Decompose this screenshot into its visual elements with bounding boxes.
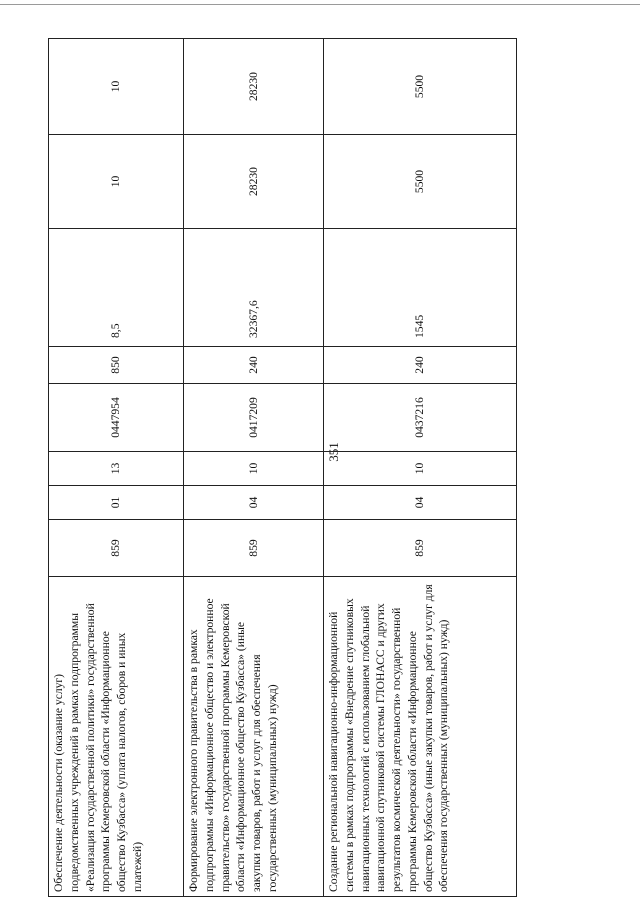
subsection-code: 13 bbox=[49, 452, 184, 486]
amount-year-2: 10 bbox=[49, 135, 184, 229]
table-row bbox=[184, 39, 324, 897]
expense-type-code: 240 bbox=[324, 347, 517, 384]
section-code: 04 bbox=[184, 486, 324, 520]
target-item-code: 0447954 bbox=[49, 384, 184, 452]
amount-year-1: 32367,6 bbox=[184, 229, 324, 347]
table-row bbox=[49, 39, 184, 897]
target-item-code: 0417209 bbox=[184, 384, 324, 452]
page-number-text: 351 bbox=[326, 442, 341, 462]
budget-table bbox=[48, 38, 517, 897]
section-code: 04 bbox=[324, 486, 517, 520]
amount-year-1: 1545 bbox=[324, 229, 517, 347]
amount-year-3: 28230 bbox=[184, 39, 324, 135]
row-description: Формирование электронного правительства в рамках подпрограммы «Информационное общество и электронное правительство» государственной программы Кемеровской области «Информационное общество Кузбасса» (иные закупки товаров, работ и услуг для обеспечения государственных (муниципальных) нужд) bbox=[184, 577, 324, 897]
subsection-code: 10 bbox=[324, 452, 517, 486]
expense-type-code: 850 bbox=[49, 347, 184, 384]
table-wrapper bbox=[48, 39, 516, 897]
expense-type-code: 240 bbox=[184, 347, 324, 384]
subsection-code: 10 bbox=[184, 452, 324, 486]
row-description: Обеспечение деятельности (оказание услуг) подведомственных учреждений в рамках подпрограммы «Реализация государственной политики» государственной программы Кемеровской области «Информационное общество Кузбасса» (уплата налогов, сборов и иных платежей) bbox=[49, 577, 184, 897]
amount-year-3: 5500 bbox=[324, 39, 517, 135]
ministry-code: 859 bbox=[184, 520, 324, 577]
amount-year-3: 10 bbox=[49, 39, 184, 135]
amount-year-1: 8,5 bbox=[49, 229, 184, 347]
row-description: Создание региональной навигационно-информационной системы в рамках подпрограммы «Внедрение спутниковых навигационных технологий с использованием глобальной навигационной спутниковой системы ГЛОНАСС и других результатов космической деятельности» государственной программы Кемеровской области «Информационное общество Кузбасса» (иные закупки товаров, работ и услуг для обеспечения государственных (муниципальных) нужд) bbox=[324, 577, 517, 897]
target-item-code: 0437216 bbox=[324, 384, 517, 452]
scan-edge-line bbox=[0, 4, 640, 5]
ministry-code: 859 bbox=[324, 520, 517, 577]
ministry-code: 859 bbox=[49, 520, 184, 577]
amount-year-2: 5500 bbox=[324, 135, 517, 229]
section-code: 01 bbox=[49, 486, 184, 520]
amount-year-2: 28230 bbox=[184, 135, 324, 229]
table-row bbox=[324, 39, 517, 897]
rotated-table-area bbox=[48, 39, 516, 897]
